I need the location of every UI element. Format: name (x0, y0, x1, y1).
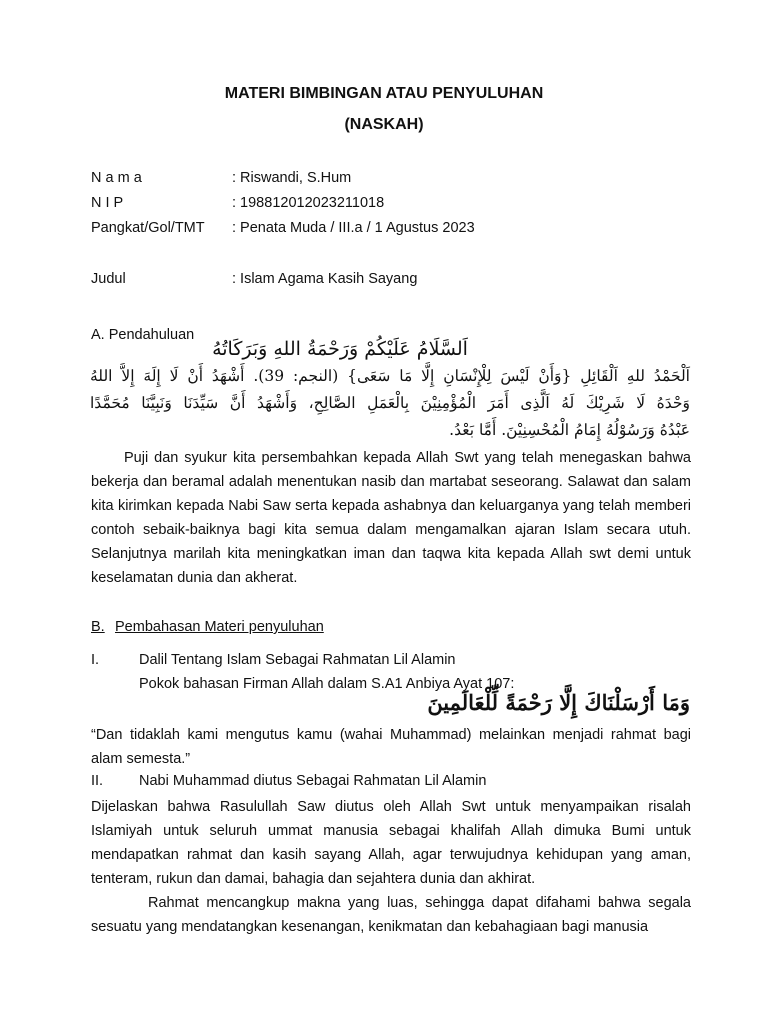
intro-paragraph: Puji dan syukur kita persembahkan kepada Allah Swt yang telah menegaskan bahwa bekerja dan beramal adalah menentukan nasib dan martabat seseorang. Salawat dan salam kita kirimkan kepada Nabi Saw serta kepada ashabnya dan keluarganya yang telah memberi contoh sebaik-baiknya bagi kita semua dalam mengamalkan ajaran Islam secara utuh. Selanjutnya marilah kita meningkatkan iman dan taqwa kita kepada Allah swt demi untuk keselamatan dunia dan akherat. (91, 450, 691, 586)
item-1-title: Dalil Tentang Islam Sebagai Rahmatan Lil Alamin (139, 652, 456, 668)
identity-value-pangkat: : Penata Muda / III.a / 1 Agustus 2023 (232, 220, 475, 236)
judul-value: : Islam Agama Kasih Sayang (232, 271, 418, 287)
identity-label-pangkat: Pangkat/Gol/TMT (91, 220, 205, 236)
arabic-line-2: وَحْدَهُ لَا شَرِيْكَ لَهُ اَلَّذِى أَمَرَ الْمُؤْمِنِيْنَ بِالْعَمَلِ الصَّالِحِ، وَأَشْهَدُ أَنَّ سَيِّدَنَا وَنَبِيَّنَا مُحَمَّدًا (90, 394, 690, 412)
arabic-line-3: عَبْدُهُ وَرَسُوْلُهُ إِمَامُ الْمُحْسِنِيْنَ. أَمَّا بَعْدُ. (449, 421, 690, 439)
identity-label-nip: N I P (91, 195, 124, 211)
arabic-line-1: اَلْحَمْدُ للهِ اَلْقَائِلِ {وَأَنْ لَيْسَ لِلْإِنْسَانِ إِلَّا مَا سَعَى} (النجم: 39). أَشْهَدُ أَنْ لَا إِلَهَ إِلاَّ اللهُ (90, 367, 690, 385)
item-2-number: II. (91, 773, 104, 789)
item-2-paragraph: Dijelaskan bahwa Rasulullah Saw diutus oleh Allah Swt untuk menyampaikan risalah Islamiyah untuk seluruh ummat manusia sebagai khalifah Allah dimuka Bumi untuk mendapatkan rahmat dan kasih sayang Allah, agar terwujudnya kehidupan yang aman, tenteram, rukun dan damai, bahagia dan sejahtera dunia dan akhirat. (91, 799, 691, 887)
rahmat-paragraph: Rahmat mencangkup makna yang luas, sehingga dapat difahami bahwa segala sesuatu yang mendatangkan kesenangan, kenikmatan dan kebahagiaan bagi manusia (91, 895, 691, 935)
doc-title: MATERI BIMBINGAN ATAU PENYULUHAN (224, 85, 544, 102)
identity-label-nama: N a m a (91, 170, 142, 186)
item-1-subtitle: Pokok bahasan Firman Allah dalam S.A1 Anbiya Ayat 107: (139, 676, 515, 692)
section-a-heading: A. Pendahuluan (91, 327, 195, 343)
judul-label: Judul (91, 271, 126, 287)
arabic-salam: اَلسَّلَامُ عَلَيْكُمْ وَرَحْمَةُ اللهِ وَبَرَكَاتُهُ (212, 338, 468, 360)
identity-value-nama: : Riswandi, S.Hum (232, 170, 352, 186)
doc-subtitle: (NASKAH) (344, 116, 424, 133)
quran-verse: وَمَا أَرْسَلْنَاكَ إِلَّا رَحْمَةً لِّلْعَالَمِينَ (427, 690, 690, 715)
section-b-heading: Pembahasan Materi penyuluhan (115, 619, 324, 635)
verse-translation: “Dan tidaklah kami mengutus kamu (wahai Muhammad) melainkan menjadi rahmat bagi alam semesta.” (91, 727, 691, 767)
identity-value-nip: : 198812012023211018 (232, 195, 385, 211)
item-1-number: I. (91, 652, 100, 668)
section-b-number: B. (91, 619, 105, 635)
item-2-title: Nabi Muhammad diutus Sebagai Rahmatan Lil Alamin (139, 773, 487, 789)
